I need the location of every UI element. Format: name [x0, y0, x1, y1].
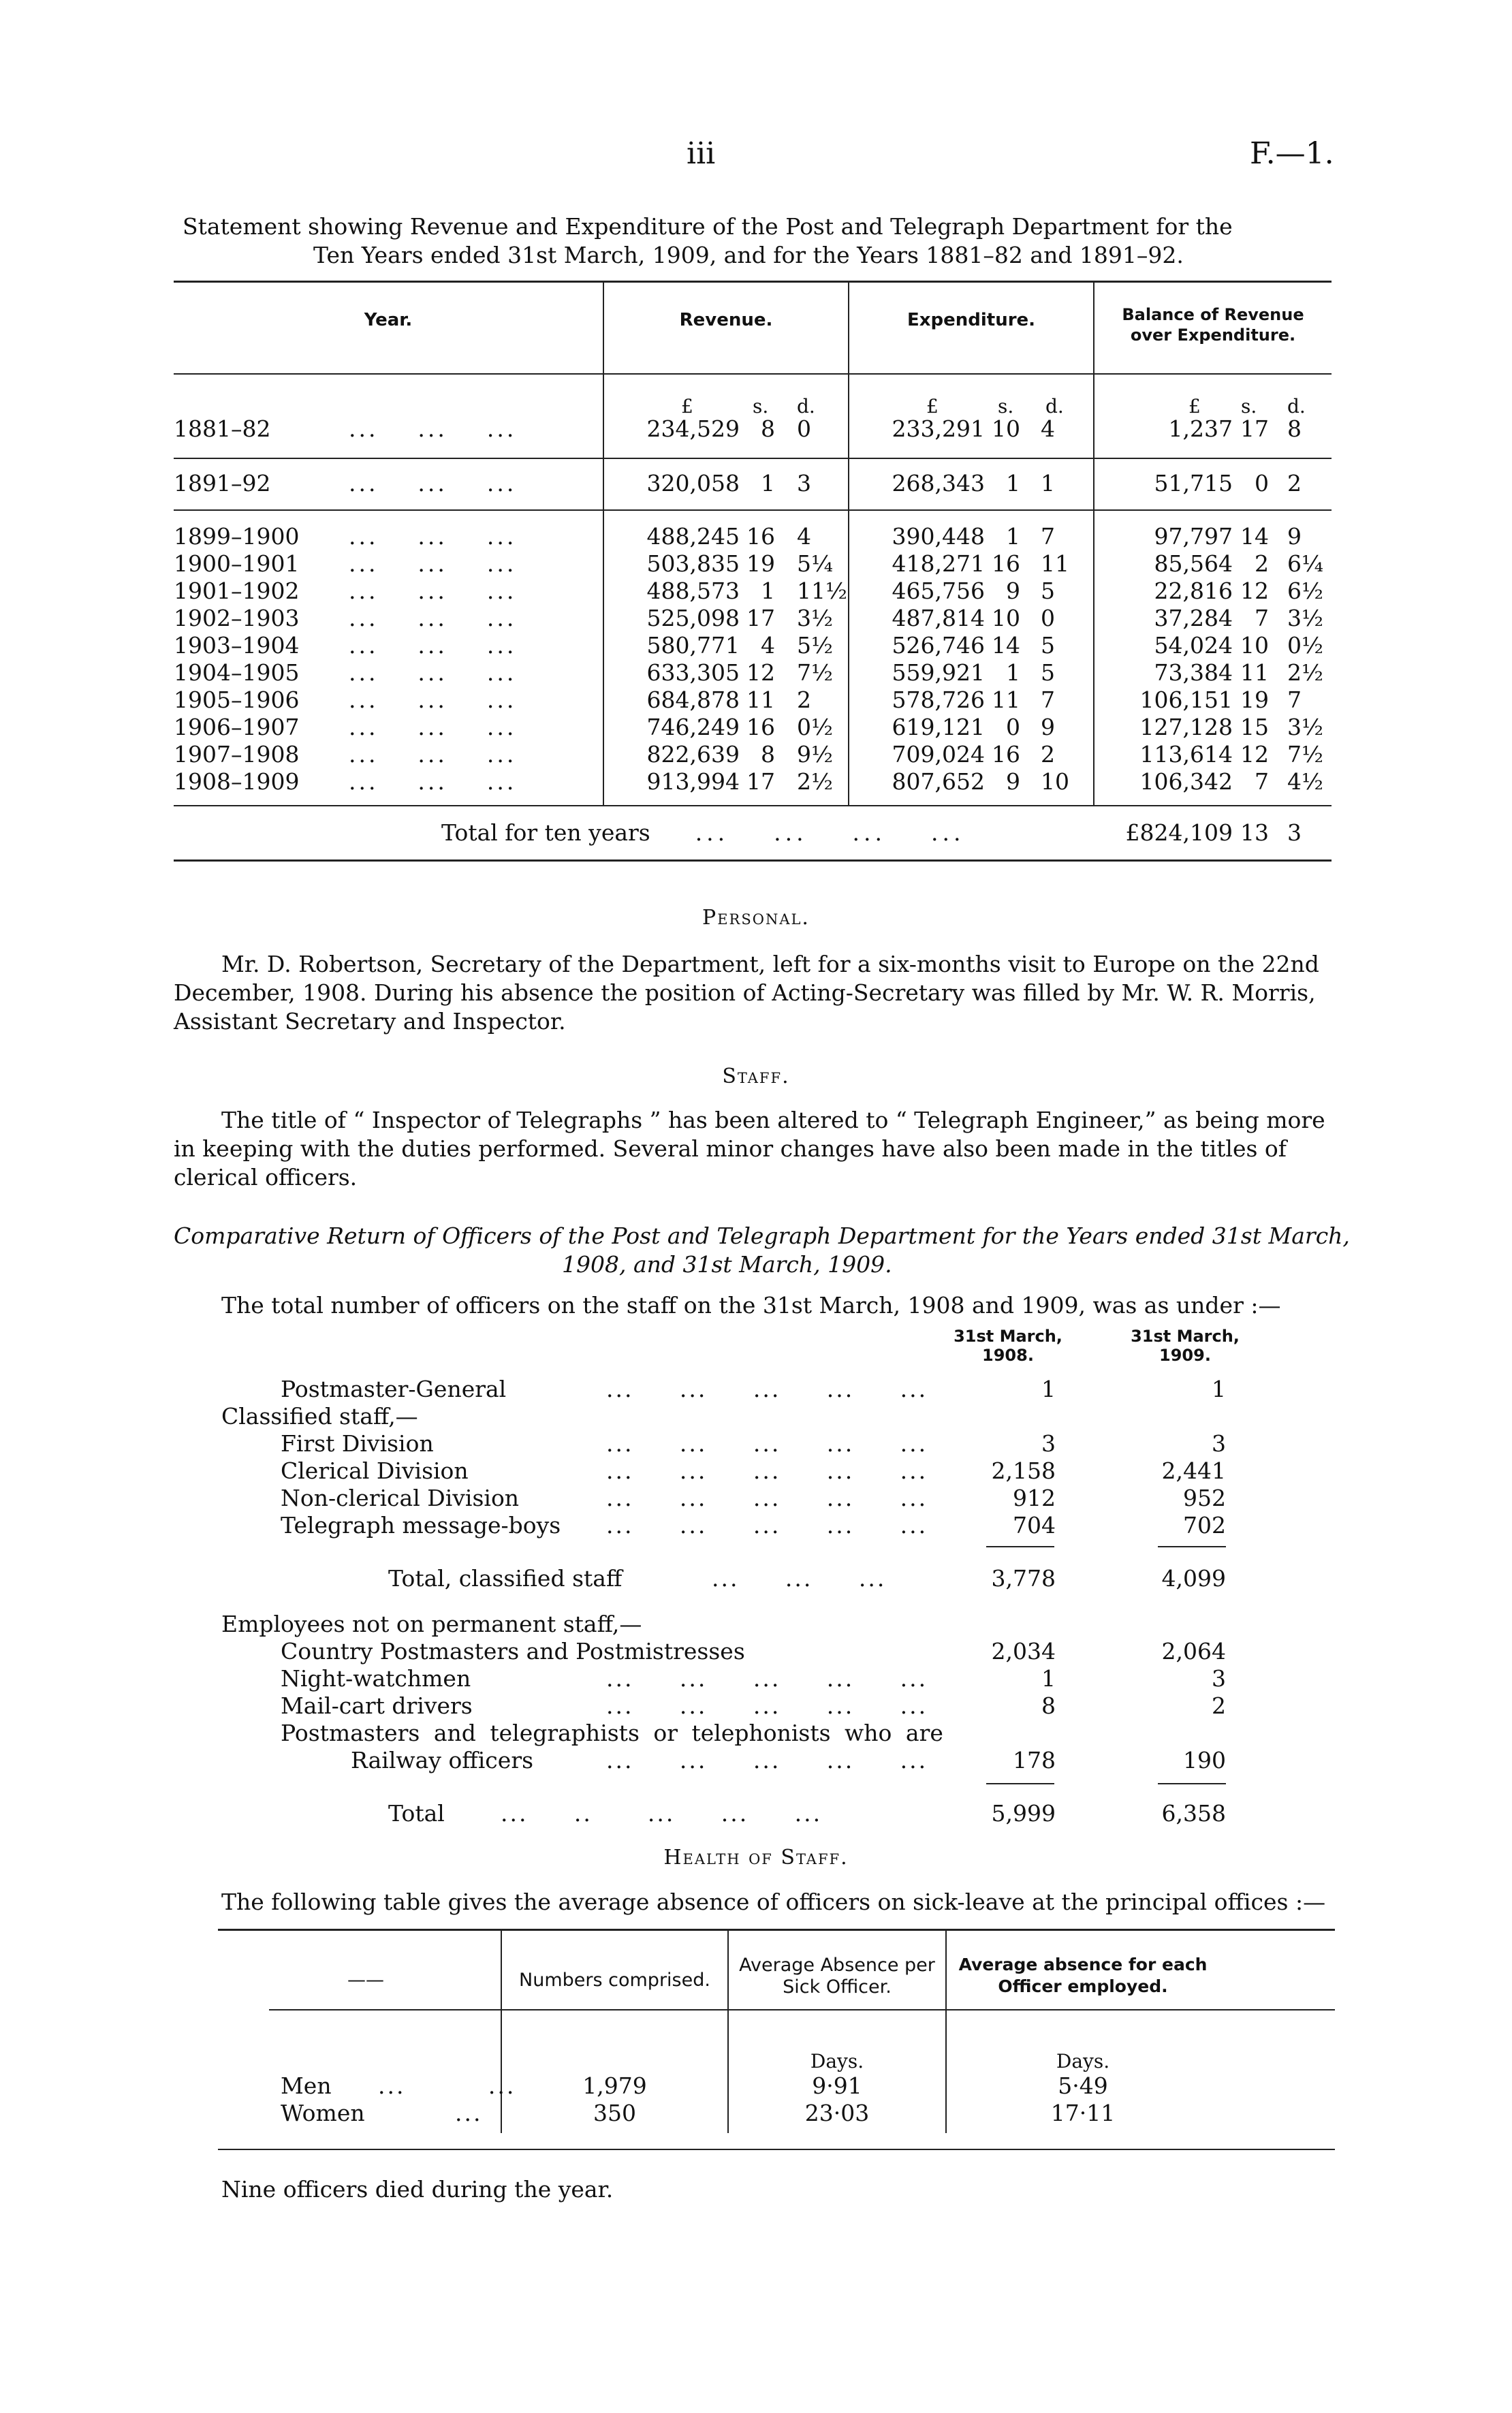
revenue-pence: 2½ [797, 768, 833, 795]
revenue-pounds: 580,771 [646, 632, 740, 659]
health-col-avg-each-2: Officer employed. [998, 1976, 1168, 1996]
balance-pounds: 1,237 [1168, 415, 1233, 442]
revenue-shillings: 19 [746, 550, 775, 577]
balance-pounds: 85,564 [1154, 550, 1233, 577]
expenditure-pence: 10 [1041, 768, 1069, 795]
balance-pounds: 97,797 [1154, 523, 1233, 550]
days-label-each: Days. [1056, 2050, 1110, 2072]
revenue-shillings: 12 [746, 659, 775, 686]
revenue-pounds: 913,994 [646, 768, 740, 795]
leader-dots: ... ... ... ... ... [606, 1665, 928, 1692]
row-year: 1891–92 [174, 470, 271, 496]
leader-dots: ... ... ... [349, 523, 517, 550]
balance-shillings: 14 [1240, 523, 1269, 550]
balance-pounds: 73,384 [1154, 659, 1233, 686]
table-bottom-rule [174, 859, 1332, 862]
nonperm-row-1909: 2,064 [1161, 1638, 1226, 1665]
col-divider [848, 281, 849, 805]
statement-title-line1: Statement showing Revenue and Expenditure of the Post and Telegraph Department for the [183, 213, 1233, 240]
balance-pence: 2½ [1287, 659, 1323, 686]
expenditure-pence: 1 [1041, 470, 1055, 496]
grand-total-1908: 5,999 [991, 1800, 1056, 1827]
row-year: 1908–1909 [174, 768, 300, 795]
health-header-rule [269, 2009, 1335, 2010]
expenditure-pounds: 487,814 [892, 605, 985, 631]
revenue-shillings: 4 [761, 632, 775, 659]
total-pence: 3 [1287, 819, 1302, 846]
col-header-balance-1: Balance of Revenue [1122, 305, 1304, 324]
nonperm-row-label: Mail-cart drivers [281, 1692, 473, 1719]
col-header-expenditure: Expenditure. [907, 310, 1036, 330]
expenditure-pounds: 233,291 [892, 415, 985, 442]
revenue-pence: 11½ [797, 578, 847, 604]
leader-dots: ... ... ... [349, 714, 517, 740]
health-col-avg-each-1: Average absence for each [958, 1955, 1208, 1974]
balance-pence: 2 [1287, 470, 1302, 496]
total-classified-label: Total, classified staff [388, 1565, 623, 1592]
revenue-pounds: 822,639 [646, 741, 740, 768]
leader-dots: ... ... ... [349, 741, 517, 768]
classified-row-label: Non-clerical Division [281, 1485, 520, 1511]
health-blank-col: —— [347, 1970, 384, 1991]
staff-text-3: clerical officers. [174, 1164, 358, 1190]
postmaster-general-1909: 1 [1212, 1376, 1226, 1402]
health-avg-sick: 9·91 [812, 2072, 862, 2099]
document-code: F.—1. [1250, 136, 1334, 171]
balance-pounds: 106,151 [1139, 687, 1233, 713]
revenue-pounds: 503,835 [646, 550, 740, 577]
statement-title-line2: Ten Years ended 31st March, 1909, and for the Years 1881–82 and 1891–92. [313, 242, 1184, 268]
expenditure-pence: 5 [1041, 659, 1055, 686]
balance-shillings: 19 [1240, 687, 1269, 713]
expenditure-pence: 11 [1041, 550, 1069, 577]
health-col-numbers: Numbers comprised. [519, 1970, 710, 1991]
col-header-year: Year. [364, 310, 413, 330]
unit-pound: £ [926, 395, 939, 417]
expenditure-shillings: 1 [1006, 523, 1020, 550]
postmaster-general-label: Postmaster-General [281, 1376, 507, 1402]
expenditure-shillings: 16 [992, 741, 1020, 768]
total-shillings: 13 [1240, 819, 1269, 846]
balance-shillings: 17 [1240, 415, 1269, 442]
revenue-pounds: 488,573 [646, 578, 740, 604]
leader-dots: ... ... ... ... ... [606, 1376, 928, 1402]
expenditure-pence: 2 [1041, 741, 1055, 768]
col-1908-2: 1908. [982, 1346, 1034, 1365]
classified-row-1908: 3 [1041, 1430, 1056, 1457]
balance-pence: 3½ [1287, 605, 1323, 631]
railway-1909: 190 [1183, 1747, 1226, 1773]
balance-pence: 3½ [1287, 714, 1323, 740]
row-year: 1904–1905 [174, 659, 300, 686]
comparative-intro: The total number of officers on the staff on the 31st March, 1908 and 1909, was as under :— [221, 1292, 1281, 1319]
unit-s: s. [998, 395, 1014, 417]
expenditure-shillings: 0 [1006, 714, 1020, 740]
balance-pounds: 51,715 [1154, 470, 1233, 496]
staff-text-2: in keeping with the duties performed. Several minor changes have also been made in the titles of [174, 1135, 1287, 1162]
expenditure-shillings: 16 [992, 550, 1020, 577]
row-year: 1905–1906 [174, 687, 300, 713]
revenue-pence: 2 [797, 687, 811, 713]
revenue-shillings: 1 [761, 470, 775, 496]
balance-shillings: 0 [1255, 470, 1269, 496]
col-1909-1: 31st March, [1131, 1327, 1240, 1346]
health-row-label: Women [281, 2100, 365, 2126]
staff-text-1: The title of “ Inspector of Telegraphs ” has been altered to “ Telegraph Engineer,” as being more [221, 1107, 1325, 1133]
health-footer: Nine officers died during the year. [221, 2176, 614, 2203]
col-divider [603, 281, 604, 805]
leader-dots: ... ... ... [349, 768, 517, 795]
balance-pence: 0½ [1287, 632, 1323, 659]
col-header-revenue: Revenue. [679, 310, 773, 330]
staff-heading: Staff. [722, 1064, 790, 1088]
grand-total-1909: 6,358 [1161, 1800, 1226, 1827]
classified-row-label: Clerical Division [281, 1457, 469, 1484]
revenue-pence: 3 [797, 470, 811, 496]
comparative-title-1: Comparative Return of Officers of the Post and Telegraph Department for the Years ended 31st March, [174, 1223, 1350, 1249]
balance-pence: 4½ [1287, 768, 1323, 795]
railway-label-1: Postmasters and telegraphists or telephonists who are [281, 1720, 943, 1746]
expenditure-pence: 7 [1041, 523, 1055, 550]
leader-dots: ... ... ... ... ... [606, 1692, 928, 1719]
unit-pound: £ [681, 395, 693, 417]
revenue-shillings: 17 [746, 605, 775, 631]
expenditure-shillings: 9 [1006, 578, 1020, 604]
revenue-pounds: 684,878 [646, 687, 740, 713]
unit-s: s. [753, 395, 769, 417]
postmaster-general-1908: 1 [1041, 1376, 1056, 1402]
personal-text-3: Assistant Secretary and Inspector. [174, 1008, 566, 1035]
revenue-pounds: 633,305 [646, 659, 740, 686]
balance-pence: 6¼ [1287, 550, 1323, 577]
personal-heading: Personal. [702, 906, 810, 930]
sum-rule [986, 1783, 1054, 1784]
revenue-pence: 0 [797, 415, 811, 442]
personal-text-1: Mr. D. Robertson, Secretary of the Department, left for a six-months visit to Europe on the 22nd [221, 951, 1319, 977]
classified-row-1909: 3 [1212, 1430, 1226, 1457]
revenue-pounds: 525,098 [646, 605, 740, 631]
expenditure-shillings: 11 [992, 687, 1020, 713]
row-year: 1899–1900 [174, 523, 300, 550]
nonperm-row-label: Night-watchmen [281, 1665, 471, 1692]
leader-dots: ... ... ... [349, 632, 517, 659]
leader-dots: ... ... ... ... ... [606, 1485, 928, 1511]
expenditure-pounds: 465,756 [892, 578, 985, 604]
unit-d: d. [797, 395, 815, 417]
health-col-avg-sick-2: Sick Officer. [783, 1976, 892, 1998]
balance-pounds: 113,614 [1139, 741, 1233, 768]
classified-row-label: Telegraph message-boys [281, 1512, 561, 1539]
revenue-pounds: 488,245 [646, 523, 740, 550]
total-pounds: £824,109 [1125, 819, 1233, 846]
health-avg-each: 17·11 [1050, 2100, 1116, 2126]
balance-shillings: 7 [1255, 605, 1269, 631]
balance-pounds: 127,128 [1139, 714, 1233, 740]
header-bottom-rule [174, 373, 1332, 375]
leader-dots: ... ... ... [349, 578, 517, 604]
revenue-pence: 5½ [797, 632, 833, 659]
expenditure-shillings: 10 [992, 415, 1020, 442]
comparative-title-2: 1908, and 31st March, 1909. [562, 1251, 892, 1278]
health-avg-sick: 23·03 [804, 2100, 870, 2126]
health-heading: Health of Staff. [663, 1846, 849, 1870]
nonperm-heading: Employees not on permanent staff,— [221, 1611, 642, 1637]
balance-pounds: 22,816 [1154, 578, 1233, 604]
row-separator [174, 458, 1332, 459]
classified-row-1909: 952 [1183, 1485, 1226, 1511]
revenue-pounds: 746,249 [646, 714, 740, 740]
expenditure-pence: 9 [1041, 714, 1055, 740]
nonperm-row-1908: 2,034 [991, 1638, 1056, 1665]
expenditure-pence: 4 [1041, 415, 1055, 442]
days-label-sick: Days. [810, 2050, 864, 2072]
leader-dots: ... ... ... [349, 470, 517, 496]
total-classified-1908: 3,778 [991, 1565, 1056, 1592]
sum-rule [986, 1546, 1054, 1547]
sum-rule [1158, 1783, 1226, 1784]
col-divider [1093, 281, 1094, 805]
revenue-pence: 9½ [797, 741, 833, 768]
expenditure-shillings: 1 [1006, 470, 1020, 496]
balance-shillings: 12 [1240, 578, 1269, 604]
balance-shillings: 15 [1240, 714, 1269, 740]
expenditure-pounds: 418,271 [892, 550, 985, 577]
health-col-avg-sick-1: Average Absence per [739, 1955, 935, 1976]
leader-dots: ... ... ... ... ... [606, 1747, 928, 1773]
row-year: 1881–82 [174, 415, 271, 442]
balance-shillings: 2 [1255, 550, 1269, 577]
grand-total-label: Total [388, 1800, 445, 1827]
expenditure-pounds: 709,024 [892, 741, 985, 768]
expenditure-pounds: 619,121 [892, 714, 985, 740]
balance-shillings: 12 [1240, 741, 1269, 768]
col-1909-2: 1909. [1159, 1346, 1211, 1365]
sum-rule [1158, 1546, 1226, 1547]
railway-label: Railway officers [351, 1747, 534, 1773]
expenditure-shillings: 9 [1006, 768, 1020, 795]
leader-dots: ... ... ... [712, 1565, 887, 1592]
balance-pounds: 106,342 [1139, 768, 1233, 795]
balance-shillings: 7 [1255, 768, 1269, 795]
classified-row-1909: 2,441 [1161, 1457, 1226, 1484]
classified-heading: Classified staff,— [221, 1403, 418, 1430]
balance-pence: 7½ [1287, 741, 1323, 768]
unit-d: d. [1287, 395, 1306, 417]
row-year: 1907–1908 [174, 741, 300, 768]
balance-pounds: 37,284 [1154, 605, 1233, 631]
row-year: 1901–1902 [174, 578, 300, 604]
revenue-pence: 7½ [797, 659, 833, 686]
revenue-pence: 3½ [797, 605, 833, 631]
unit-d: d. [1045, 395, 1064, 417]
classified-row-1908: 912 [1013, 1485, 1056, 1511]
revenue-shillings: 1 [761, 578, 775, 604]
revenue-pence: 5¼ [797, 550, 833, 577]
balance-pence: 6½ [1287, 578, 1323, 604]
leader-dots: ... ... ... [349, 605, 517, 631]
revenue-shillings: 8 [761, 415, 775, 442]
expenditure-pounds: 559,921 [892, 659, 985, 686]
revenue-shillings: 17 [746, 768, 775, 795]
row-separator [174, 509, 1332, 511]
health-top-rule [218, 1929, 1335, 1931]
table-top-rule [174, 281, 1332, 283]
personal-text-2: December, 1908. During his absence the position of Acting-Secretary was filled by Mr. W. R. Morris, [174, 979, 1316, 1006]
expenditure-pounds: 526,746 [892, 632, 985, 659]
revenue-shillings: 8 [761, 741, 775, 768]
row-year: 1906–1907 [174, 714, 300, 740]
revenue-pounds: 234,529 [646, 415, 740, 442]
railway-1908: 178 [1013, 1747, 1056, 1773]
nonperm-row-1909: 3 [1212, 1665, 1226, 1692]
expenditure-pounds: 390,448 [892, 523, 985, 550]
unit-pound: £ [1188, 395, 1201, 417]
row-separator [174, 805, 1332, 806]
nonperm-row-1908: 8 [1041, 1692, 1056, 1719]
leader-dots: ... .. ... ... ... [501, 1800, 823, 1827]
leader-dots: ... ... ... [349, 550, 517, 577]
expenditure-pence: 5 [1041, 632, 1055, 659]
expenditure-pence: 0 [1041, 605, 1055, 631]
revenue-shillings: 11 [746, 687, 775, 713]
leader-dots: ... ... ... [349, 687, 517, 713]
expenditure-shillings: 1 [1006, 659, 1020, 686]
expenditure-pounds: 268,343 [892, 470, 985, 496]
balance-pence: 8 [1287, 415, 1302, 442]
health-numbers: 350 [593, 2100, 636, 2126]
nonperm-row-1908: 1 [1041, 1665, 1056, 1692]
row-year: 1900–1901 [174, 550, 300, 577]
balance-shillings: 10 [1240, 632, 1269, 659]
balance-shillings: 11 [1240, 659, 1269, 686]
expenditure-pence: 5 [1041, 578, 1055, 604]
health-row-label: Men [281, 2072, 332, 2099]
expenditure-shillings: 14 [992, 632, 1020, 659]
row-year: 1903–1904 [174, 632, 300, 659]
leader-dots: ... ... [378, 2072, 516, 2099]
nonperm-row-label: Country Postmasters and Postmistresses [281, 1638, 745, 1665]
total-label: Total for ten years ... ... ... ... [441, 819, 965, 846]
expenditure-pence: 7 [1041, 687, 1055, 713]
leader-dots: ... ... ... ... ... [606, 1457, 928, 1484]
classified-row-label: First Division [281, 1430, 434, 1457]
expenditure-pounds: 578,726 [892, 687, 985, 713]
leader-dots: ... ... ... ... ... [606, 1512, 928, 1539]
balance-pence: 7 [1287, 687, 1302, 713]
leader-dots: ... ... ... [349, 415, 517, 442]
health-avg-each: 5·49 [1058, 2072, 1108, 2099]
leader-dots: ... ... ... ... ... [606, 1430, 928, 1457]
total-classified-1909: 4,099 [1161, 1565, 1226, 1592]
revenue-pence: 0½ [797, 714, 833, 740]
unit-s: s. [1241, 395, 1257, 417]
classified-row-1908: 2,158 [991, 1457, 1056, 1484]
revenue-pence: 4 [797, 523, 811, 550]
leader-dots: ... ... ... [349, 659, 517, 686]
health-numbers: 1,979 [582, 2072, 647, 2099]
col-header-balance-2: over Expenditure. [1130, 326, 1296, 345]
expenditure-shillings: 10 [992, 605, 1020, 631]
classified-row-1908: 704 [1013, 1512, 1056, 1539]
expenditure-pounds: 807,652 [892, 768, 985, 795]
health-bottom-rule [218, 2149, 1335, 2150]
balance-pence: 9 [1287, 523, 1302, 550]
leader-dots: ... [455, 2100, 483, 2126]
col-1908-1: 31st March, [954, 1327, 1062, 1346]
row-year: 1902–1903 [174, 605, 300, 631]
nonperm-row-1909: 2 [1212, 1692, 1226, 1719]
classified-row-1909: 702 [1183, 1512, 1226, 1539]
balance-pounds: 54,024 [1154, 632, 1233, 659]
revenue-shillings: 16 [746, 714, 775, 740]
page-number: iii [687, 136, 716, 171]
health-intro: The following table gives the average absence of officers on sick-leave at the principal offices :— [221, 1889, 1326, 1915]
revenue-shillings: 16 [746, 523, 775, 550]
revenue-pounds: 320,058 [646, 470, 740, 496]
